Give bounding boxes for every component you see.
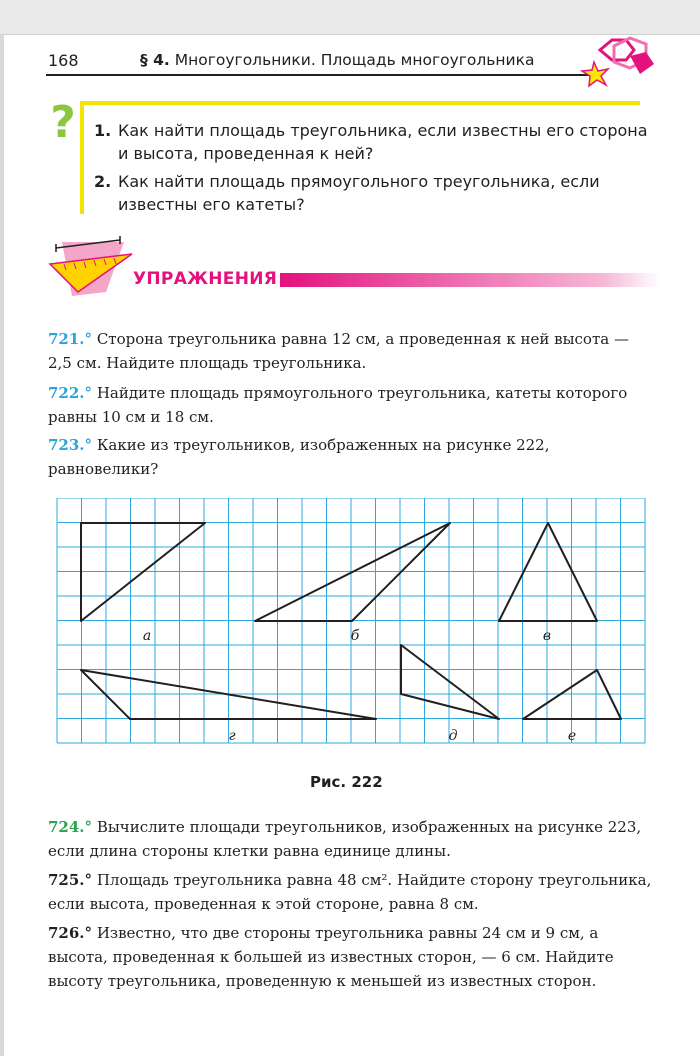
question-frame-top	[80, 101, 640, 105]
exercise-text: Сторона треугольника равна 12 см, а проведенная к ней высота — 2,5 см. Найдите площадь треугольника.	[48, 330, 629, 372]
section-title	[140, 51, 535, 69]
exercise-number: 726.°	[48, 924, 93, 942]
exercises-heading-band	[280, 273, 660, 287]
exercise-726	[48, 921, 656, 993]
exercise-text: Найдите площадь прямоугольного треугольника, катеты которого равны 10 см и 18 см.	[48, 384, 628, 426]
exercise-number: 724.°	[48, 818, 93, 836]
question-frame-left	[80, 101, 84, 214]
label-a: а	[142, 628, 152, 644]
label-e: е	[567, 728, 577, 744]
exercise-number: 721.°	[48, 330, 93, 348]
figure-222	[56, 498, 650, 746]
label-v: в	[542, 628, 552, 644]
svg-text:?: ?	[50, 97, 76, 148]
exercise-text: Вычислите площади треугольников, изображенных на рисунке 223, если длина стороны клетки равна единице длины.	[48, 818, 642, 860]
triangle-d	[401, 645, 499, 719]
exercise-number: 723.°	[48, 436, 93, 454]
exercises-heading: УПРАЖНЕНИЯ	[133, 269, 278, 289]
exercise-724	[48, 815, 656, 863]
exercise-722	[48, 381, 656, 429]
label-g: г	[228, 728, 236, 744]
question-text: Как найти площадь прямоугольного треугольника, если известны его катеты?	[118, 172, 600, 214]
label-d: д	[448, 728, 458, 744]
exercise-number: 722.°	[48, 384, 93, 402]
figure-caption: Рис. 222	[310, 773, 383, 791]
question-mark-icon	[47, 95, 79, 215]
exercise-723	[48, 433, 656, 481]
question-number: 1.	[94, 121, 112, 140]
question-number: 2.	[94, 172, 112, 191]
exercise-text: Известно, что две стороны треугольника равны 24 см и 9 см, а высота, проведенная к большей из известных сторон, — 6 см. Найдите высоту треугольника, проведенную к меньшей из известных сторон.	[48, 924, 614, 990]
exercise-text: Площадь треугольника равна 48 см². Найдите сторону треугольника, если высота, проведенная к этой стороне, равна 8 см.	[48, 871, 652, 913]
header-rule	[46, 74, 596, 76]
exercise-number: 725.°	[48, 871, 93, 889]
exercise-721	[48, 327, 656, 375]
viewer-top-bar	[0, 0, 700, 35]
label-b: б	[350, 628, 360, 644]
header-decoration-icon	[570, 36, 660, 92]
exercise-text: Какие из треугольников, изображенных на рисунке 222, равновелики?	[48, 436, 550, 478]
question-text: Как найти площадь треугольника, если известны его сторона и высота, проведенная к ней?	[118, 121, 648, 163]
section-title-text: Многоугольники. Площадь многоугольника	[174, 51, 535, 69]
ruler-triangle-icon	[44, 236, 136, 302]
exercise-725	[48, 868, 656, 916]
page-number: 168	[48, 51, 79, 70]
section-mark: § 4.	[140, 51, 170, 69]
